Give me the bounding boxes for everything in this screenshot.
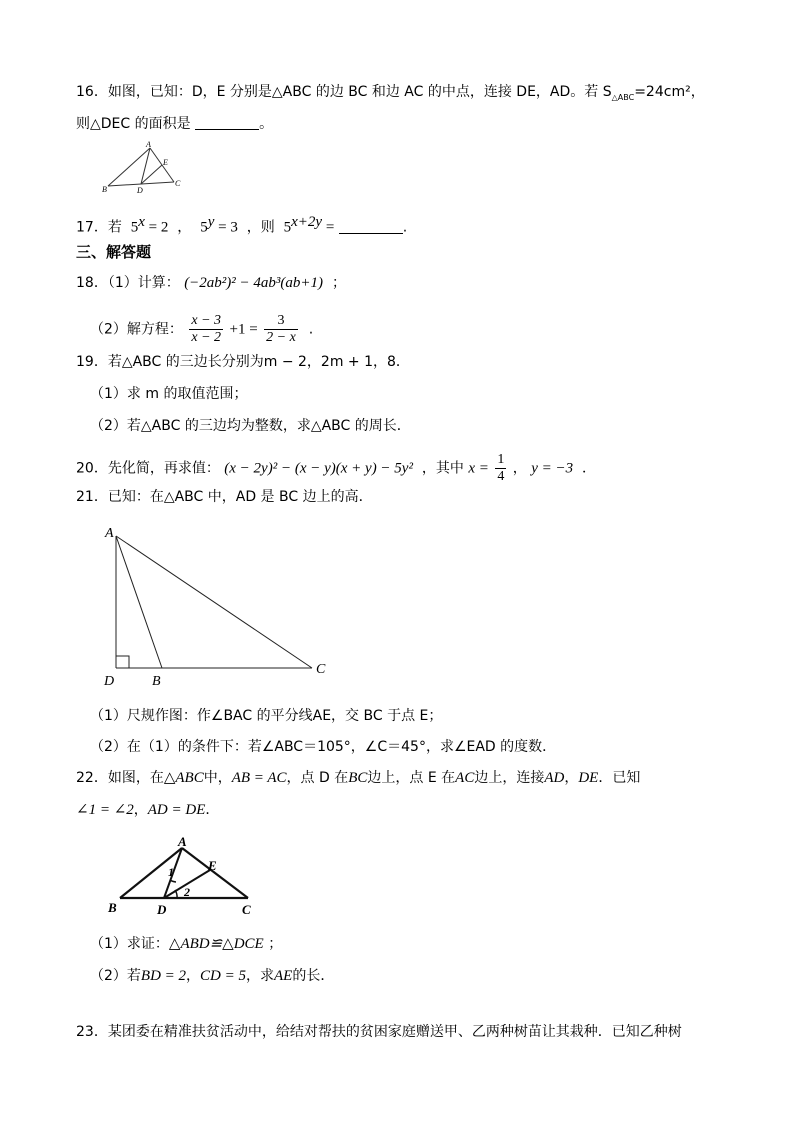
q22-s2b: BD = 2 [140,968,187,984]
q22-t4: AB = AC [231,770,287,786]
q17-eq2: = 3 [214,219,238,236]
q17-sep: ， [177,219,192,236]
q18-frac1 [189,313,223,346]
q22-sub2 [90,966,334,986]
q18-plus: +1 = [229,321,258,338]
q17-prefix: 17．若 [76,219,122,236]
q20-mid: ，其中 [421,460,464,477]
q21-label-b: B [152,674,161,689]
q20-expr: (x − 2y)² − (x − y)(x + y) − 5y² [224,460,413,477]
q22-t1: 22．如图，在 [76,770,164,786]
q16-label-d: D [137,186,143,195]
q20-frac [495,452,506,485]
q17-exp1: x [138,214,145,230]
q22-t8: AC [455,770,475,786]
q22-s1b: △ABD≌△DCE [168,936,264,952]
q22-s2f: AE [274,968,293,984]
q22-label-1: 1 [168,865,174,879]
q16-line1 [76,82,705,108]
q16-text: 16．如图，已知：D，E 分别是△ABC 的边 BC 和边 AC 的中点，连接 DE，AD。若 S [76,84,612,100]
q16-end: 。 [259,116,274,132]
q18-end2: . [308,321,314,338]
q22-t13: ．已知 [598,770,641,786]
q22-l2c: AD = DE [147,802,206,818]
q17-answer-blank[interactable] [339,219,403,234]
q23-line1: 23．某团委在精准扶贫活动中，给结对帮扶的贫困家庭赠送甲、乙两种树苗让其栽种．已知乙种树 [76,1024,682,1040]
q22-t10: AD [544,770,565,786]
q20-xeq: x = [468,460,489,477]
q20-frac-num: 1 [497,452,505,467]
q19-line3: （2）若△ABC 的三边均为整数，求△ABC 的周长． [90,418,411,434]
q22-t3: 中， [203,770,232,786]
q18-expr: (−2ab²)² − 4ab³(ab+1) [184,275,324,291]
q17-line [76,212,407,238]
q16-suffix: =24cm²， [634,84,705,100]
q16-line2 [76,114,273,134]
q20-end: ． [582,460,597,477]
q16-label-e: E [163,158,168,167]
q22-t9: 边上，连接 [474,770,545,786]
q20-yeq: y = −3 [531,460,574,477]
q19-line1: 19．若△ABC 的三边长分别为m − 2，2m + 1，8． [76,354,410,370]
q22-t11: ， [564,770,579,786]
q22-s2g: 的长． [292,968,335,984]
q22-line1 [76,768,640,788]
q22-s2c: ， [186,968,201,984]
q17-exp3: x+2y [291,214,323,230]
q17-end: . [402,219,408,236]
q21-label-d: D [104,674,115,689]
q16-figure [96,140,186,196]
q16-subscript: △ABC [611,92,635,102]
q22-label-d: D [157,902,167,917]
q22-sub1 [90,934,282,954]
q18-frac2-num: 3 [264,313,298,330]
q20-prefix: 20．先化简，再求值： [76,460,220,477]
q18-end: ； [331,275,346,291]
q18-frac1-num: x − 3 [191,313,222,328]
q16-answer-blank[interactable] [195,115,259,130]
q21-sub2: （2）在（1）的条件下：若∠ABC＝105°，∠C＝45°，求∠EAD 的度数． [90,739,557,755]
q17-eq1: = 2 [144,219,169,236]
q20-line [76,452,596,485]
q16-label-b: B [102,185,107,194]
q22-line2 [76,800,219,820]
section-heading: 三、解答题 [76,243,152,261]
q22-label-b: B [108,900,117,915]
q18-frac2-den: 2 − x [266,330,296,345]
q22-label-a: A [178,834,187,849]
q22-figure [104,834,264,918]
q21-sub1: （1）尺规作图：作∠BAC 的平分线AE，交 BC 于点 E； [90,708,443,724]
q22-s2d: CD = 5 [200,968,247,984]
q22-l2b: ， [133,802,148,818]
q18-line2 [90,313,313,346]
q17-base3: 5 [283,219,292,236]
q19-line2: （1）求 m 的取值范围； [90,386,248,402]
q22-s2a: （2）若 [90,968,141,984]
q22-label-c: C [242,902,251,917]
q22-l2a: ∠1 = ∠2 [76,802,134,818]
q16-label-a: A [146,140,151,149]
q22-t7: 边上，点 E 在 [367,770,456,786]
q17-base1: 5 [130,219,139,236]
q21-label-a: A [105,526,114,541]
q18-prefix2: （2）解方程： [90,321,183,338]
q16-label-c: C [175,179,181,188]
q20-sep: ， [512,460,527,477]
q17-base2: 5 [200,219,208,236]
q21-line1: 21．已知：在△ABC 中，AD 是 BC 边上的高． [76,489,373,505]
q22-s1a: （1）求证： [90,936,169,952]
q22-s2e: ，求 [246,968,275,984]
q22-t2: △ABC [163,770,204,786]
q16-text2: 则△DEC 的面积是 [76,116,191,132]
q22-s1c: ； [268,936,283,952]
q18-line1 [76,273,346,293]
q22-label-2: 2 [184,885,190,899]
q18-prefix: 18．（1）计算： [76,275,180,291]
q22-label-e: E [208,858,217,873]
q20-frac-den: 4 [497,469,505,484]
q17-eq3: = [322,219,335,236]
q22-t6: BC [348,770,368,786]
q18-frac2 [264,313,298,346]
q18-frac1-den: x − 2 [191,330,222,345]
q21-label-c: C [316,662,326,677]
q21-figure [96,522,346,692]
q22-t12: DE [578,770,599,786]
q17-exp2: y [207,214,215,230]
q22-t5: ，点 D 在 [286,770,349,786]
q17-mid: ，则 [246,219,275,236]
q22-l2d: ． [205,802,220,818]
